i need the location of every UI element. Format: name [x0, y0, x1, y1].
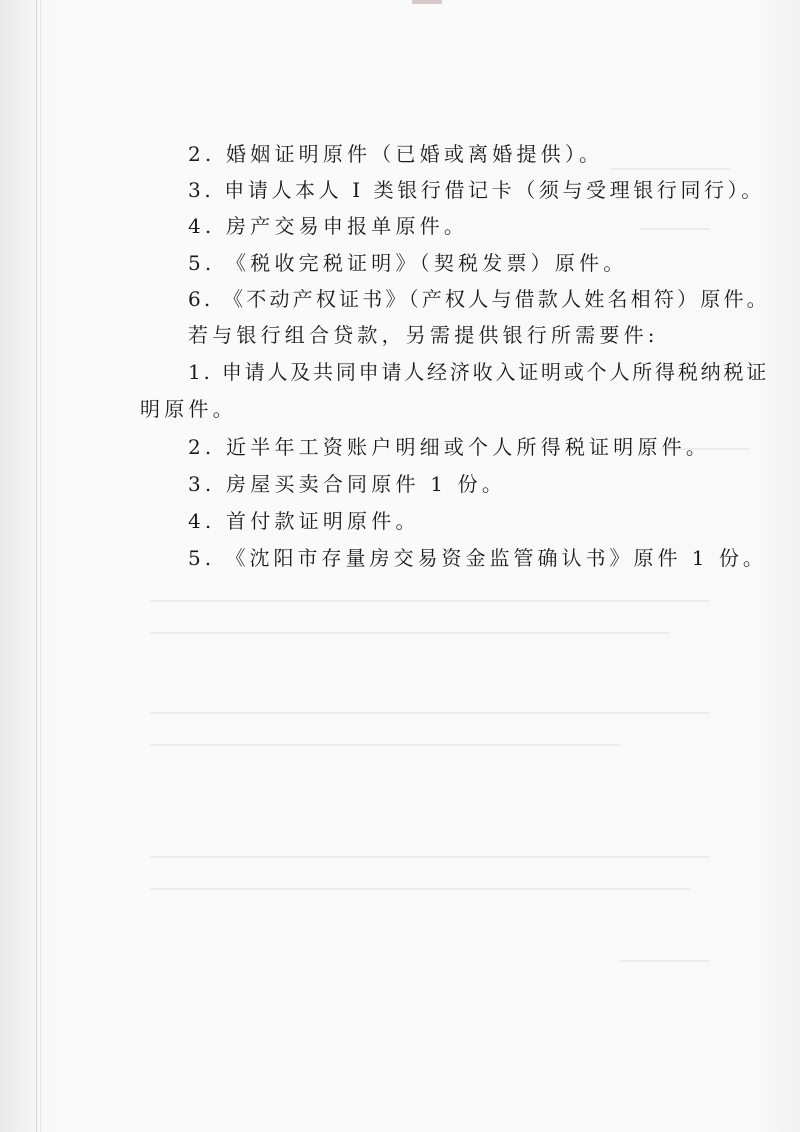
paragraph-line: 5. 《沈阳市存量房交易资金监管确认书》原件 1 份。	[188, 546, 767, 570]
paragraph-line: 6. 《不动产权证书》（产权人与借款人姓名相符）原件。	[188, 287, 770, 311]
paragraph-line: 4. 首付款证明原件。	[188, 509, 420, 533]
paragraph-line: 2. 婚姻证明原件（已婚或离婚提供）。	[188, 142, 604, 166]
paragraph-line: 4. 房产交易申报单原件。	[188, 214, 469, 238]
paragraph-line: 1. 申请人及共同申请人经济收入证明或个人所得税纳税证	[188, 360, 770, 384]
paragraph-line: 3. 房屋买卖合同原件 1 份。	[188, 472, 507, 496]
paragraph-line: 2. 近半年工资账户明细或个人所得税证明原件。	[188, 435, 711, 459]
paragraph-line: 3. 申请人本人 I 类银行借记卡（须与受理银行同行）。	[188, 178, 765, 202]
paragraph-line: 若与银行组合贷款，另需提供银行所需要件:	[188, 323, 659, 347]
paragraph-line: 5. 《税收完税证明》（契税发票）原件。	[188, 251, 628, 275]
paragraph-line: 明原件。	[140, 397, 237, 421]
